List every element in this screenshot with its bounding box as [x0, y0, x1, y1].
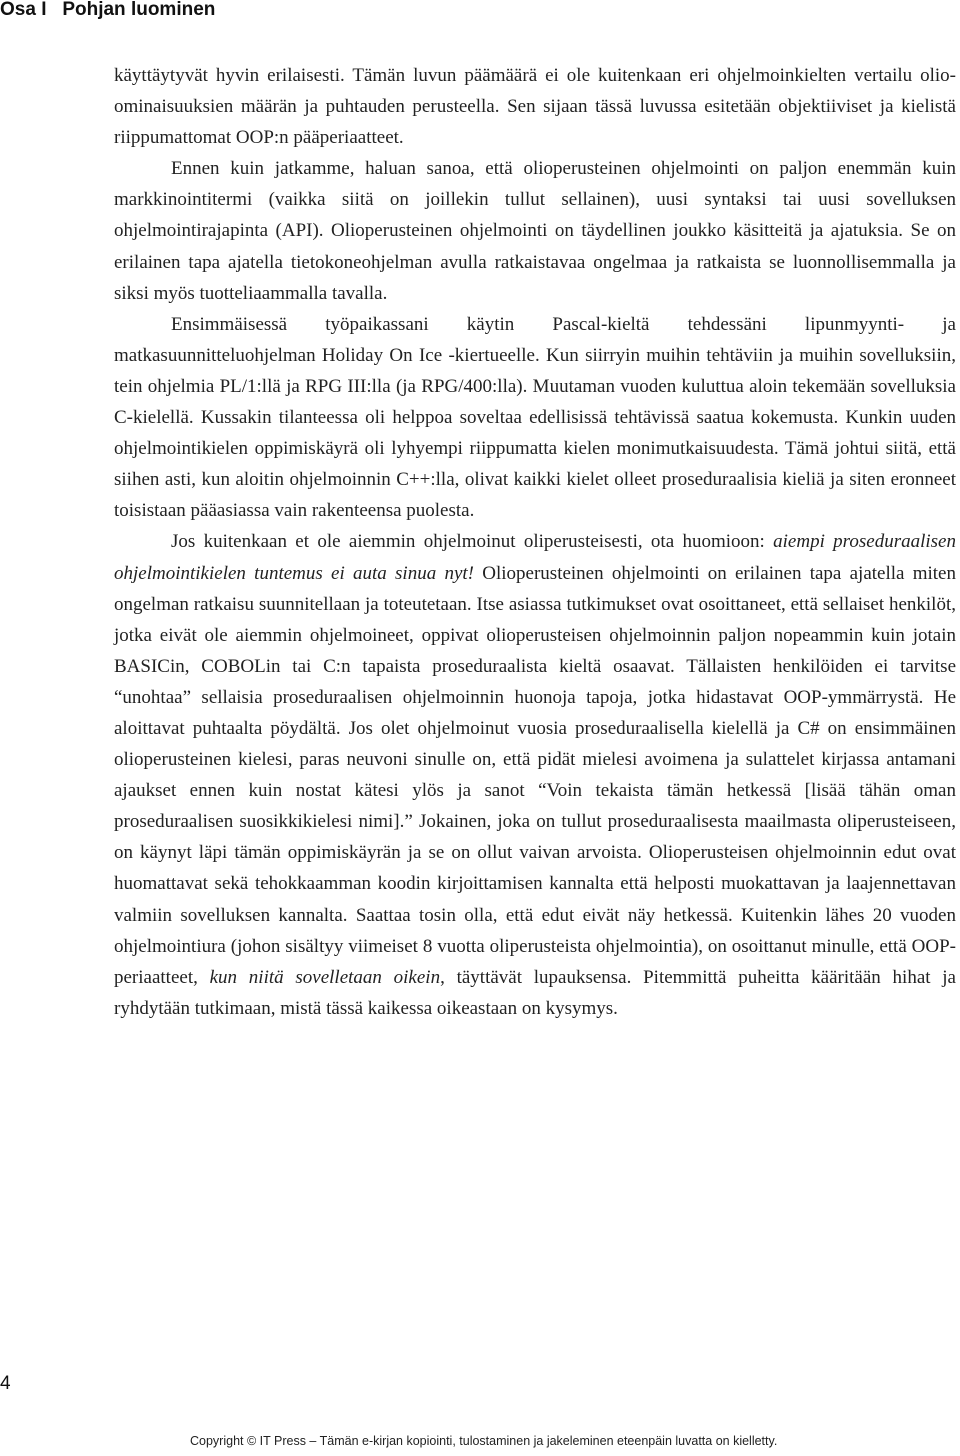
body-text: [114, 60, 956, 1024]
page-number: 4: [0, 1373, 11, 1394]
running-head: [0, 0, 215, 20]
paragraph-text: Ensimmäisessä työpaikassani käytin Pascal-kieltä tehdessäni lipunmyynti- ja matkasuunnitteluohjelman Holiday On Ice -kiertueelle. Kun siirryin muihin tehtäviin ja muihin sovelluksiin, tein ohjelmia PL/1:llä ja RPG III:lla (ja RPG/400:lla). Muutaman vuoden kuluttua aloin tekemään sovelluksia C-kielellä. Kussakin tilanteessa oli helppoa soveltaa edellisissä tehtävissä saatua kokemusta. Kunkin uuden ohjelmointikielen oppimiskäyrä oli lyhyempi riippumatta kielen monimutkaisuudesta. Tämä johtui siitä, että siihen asti, kun aloitin ohjelmoinnin C++:lla, olivat kaikki kielet olleet proseduraalisia kieliä ja siten eronneet toisistaan pääasiassa vain rakenteensa puolesta.: [114, 313, 956, 522]
paragraph-text: käyttäytyvät hyvin erilaisesti. Tämän luvun päämäärä ei ole kuitenkaan eri ohjelmoinkielten vertailu olio-ominaisuuksien määrän ja puhtauden perusteella. Sen sijaan tässä luvussa esitetään objektiiviset ja kielistä riippumattomat OOP:n pääperiaatteet.: [114, 65, 956, 149]
chapter-title: Pohjan luominen: [62, 0, 216, 20]
paragraph: [114, 60, 956, 153]
italic-text: aiempi proseduraalisen ohjelmointikielen tuntemus ei auta sinua nyt!: [114, 531, 956, 584]
part-label: Osa I: [0, 0, 47, 20]
paragraph-text: Ennen kuin jatkamme, haluan sanoa, että olioperusteinen ohjelmointi on paljon enemmän kuin markkinointitermi (vaikka siitä on joillekin tullut sellainen), uusi syntaksi tai uusi sovelluksen ohjelmointirajapinta (API). Olioperusteinen ohjelmointi on täydellinen joukko käsitteitä ja ajatuksia. Se on erilainen tapa ajatella tietokoneohjelman avulla ratkaistavaa ongelmaa ja ratkaista se luonnollisemmalla ja siksi myös tuotteliaammalla tavalla.: [114, 158, 956, 304]
paragraph: [114, 153, 956, 308]
paragraph-text: Olioperusteinen ohjelmointi on erilainen tapa ajatella miten ongelman ratkaisu suunnitellaan ja toteutetaan. Itse asiassa tutkimukset ovat osoittaneet, että sellaiset henkilöt, jotka eivät ole aiemmin ohjelmoineet, oppivat olioperusteisen ohjelmoinnin paljon nopeammin kuin jotain BASICin, COBOLin tai C:n tapaista proseduraalista kieltä osaavat. Tällaisten henkilöiden ei tarvitse “unohtaa” sellaisia proseduraalisen ohjelmoinnin huonoja tapoja, jotka hidastavat OOP-ymmärrystä. He aloittavat puhtaalta pöydältä. Jos olet ohjelmoinut vuosia proseduraalisella kielellä ja C# on ensimmäinen olioperusteinen kielesi, paras neuvoni sinulle on, että pidät mielesi avoimena ja sulattelet kirjassa antamani ajaukset ennen kuin nostat kätesi ylös ja sanot “Voin tekaista tämän hetkessä [lisää tähän oman proseduraalisen suosikkikielesi nimi].” Jokainen, joka on tullut proseduraalisesta maailmasta oliperusteiseen, on käynyt läpi tämän oppimiskäyrän ja se on ollut vaivan arvoista. Olioperusteisen ohjelmoinnin edut ovat huomattavat sekä tehokkaamman koodin kirjoittamisen kannalta että helposti muokattavan ja laajennettavan valmiin sovelluksen kannalta. Saattaa tosin olla, että edut eivät näy hetkessä. Kuitenkin lähes 20 vuoden ohjelmointiura (johon sisältyy viimeiset 8 vuotta oliperusteista ohjelmointia), on osoittanut minulle, että OOP-periaatteet,: [114, 562, 956, 988]
copyright-notice: Copyright © IT Press – Tämän e-kirjan kopiointi, tulostaminen ja jakeleminen eteenpäin luvatta on kielletty.: [190, 1434, 778, 1448]
paragraph: [114, 526, 956, 1024]
italic-text: kun niitä sovelletaan oikein: [209, 966, 441, 988]
paragraph-text: Jos kuitenkaan et ole aiemmin ohjelmoinut oliperusteisesti, ota huomioon:: [171, 531, 774, 553]
paragraph: [114, 309, 956, 527]
paragraph-text: , täyttävät lupauksensa. Pitemmittä puheitta kääritään hihat ja ryhdytään tutkimaan, mistä tässä kaikessa oikeastaan on kysymys.: [114, 966, 956, 1019]
